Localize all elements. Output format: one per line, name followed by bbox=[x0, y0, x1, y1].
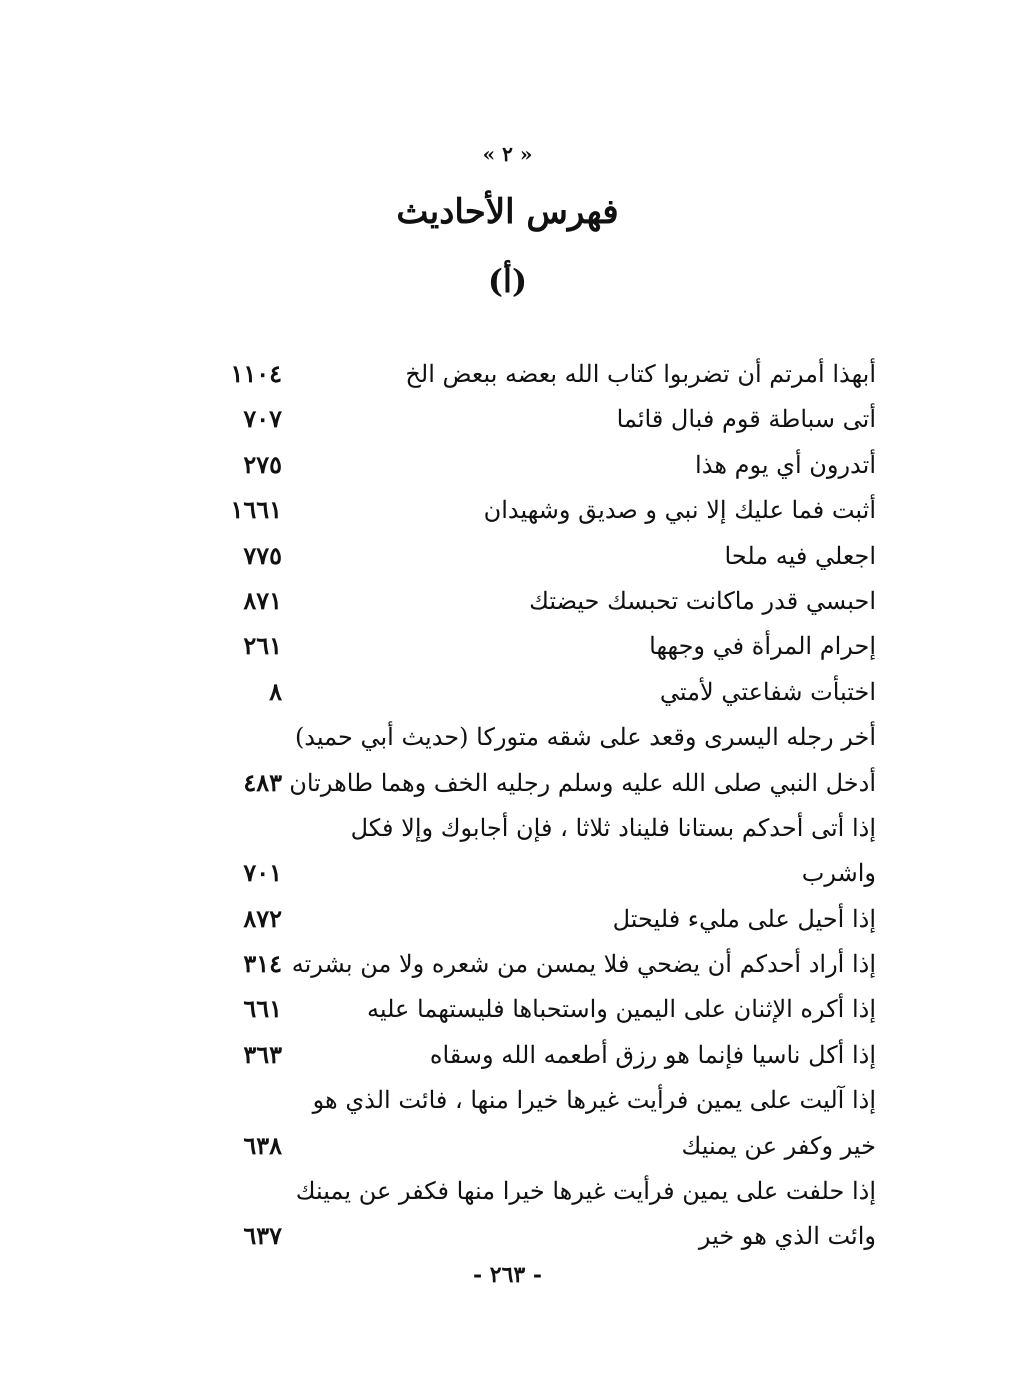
hadith-text: إذا أكره الإثنان على اليمين واستحباها فليستهما عليه bbox=[367, 995, 876, 1024]
index-row bbox=[220, 1216, 876, 1261]
hadith-number: ٣١٤ bbox=[243, 949, 282, 979]
page-title: فهرس الأحاديث bbox=[396, 192, 619, 232]
hadith-text: خير وكفر عن يمنيك bbox=[681, 1131, 876, 1160]
page-number: - ٢٦٣ - bbox=[472, 1262, 543, 1288]
hadith-text: أتى سباطة قوم فبال قائما bbox=[616, 405, 876, 434]
hadith-index-list bbox=[220, 354, 876, 1262]
index-row bbox=[220, 1080, 876, 1125]
hadith-text: إذا آليت على يمين فرأيت غيرها خيرا منها ، فائت الذي هو bbox=[312, 1086, 876, 1115]
hadith-number: ٢٦١ bbox=[243, 631, 282, 661]
hadith-number: ٧٠١ bbox=[243, 858, 282, 888]
index-row bbox=[220, 536, 876, 581]
index-row bbox=[220, 445, 876, 490]
index-row bbox=[220, 399, 876, 444]
hadith-text: وائت الذي هو خير bbox=[698, 1222, 876, 1251]
hadith-number: ٢٧٥ bbox=[243, 449, 282, 479]
hadith-text: إذا أحيل على مليء فليحتل bbox=[612, 904, 876, 933]
hadith-text: إذا أراد أحدكم أن يضحي فلا يمسن من شعره ولا من بشرته bbox=[291, 950, 876, 979]
hadith-number: ٨٧٢ bbox=[243, 903, 282, 933]
hadith-text: اجعلي فيه ملحا bbox=[724, 541, 876, 570]
hadith-text: أدخل النبي صلى الله عليه وسلم رجليه الخف وهما طاهرتان bbox=[289, 768, 876, 797]
hadith-number: ٤٨٣ bbox=[243, 767, 282, 797]
hadith-text: احبسي قدر ماكانت تحبسك حيضتك bbox=[529, 586, 876, 615]
hadith-number: ١١٠٤ bbox=[230, 359, 282, 388]
index-row bbox=[220, 354, 876, 399]
hadith-number: ٦٣٨ bbox=[243, 1130, 282, 1160]
index-row bbox=[220, 944, 876, 989]
index-row bbox=[220, 581, 876, 626]
hadith-number: ٨٧١ bbox=[243, 585, 282, 615]
index-row bbox=[220, 808, 876, 853]
section-number: « ٢ » bbox=[482, 142, 533, 166]
hadith-number: ٨ bbox=[269, 676, 282, 706]
index-row bbox=[220, 672, 876, 717]
hadith-text: واشرب bbox=[801, 859, 876, 888]
hadith-text: إذا أكل ناسيا فإنما هو رزق أطعمه الله وسقاه bbox=[429, 1040, 876, 1069]
hadith-text: إذا حلفت على يمين فرأيت غيرها خيرا منها فكفر عن يمينك bbox=[295, 1177, 876, 1206]
hadith-number: ١٦٦١ bbox=[230, 495, 282, 525]
hadith-number: ٧٠٧ bbox=[243, 404, 282, 434]
index-row bbox=[220, 1126, 876, 1171]
hadith-text: أثبت فما عليك إلا نبي و صديق وشهيدان bbox=[483, 496, 876, 525]
hadith-number: ٦٣٧ bbox=[243, 1221, 282, 1251]
hadith-text: أبهذا أمرتم أن تضربوا كتاب الله بعضه ببعض الخ bbox=[405, 360, 876, 388]
index-row bbox=[220, 717, 876, 762]
index-row bbox=[220, 899, 876, 944]
hadith-text: إذا أتى أحدكم بستانا فليناد ثلاثا ، فإن أجابوك وإلا فكل bbox=[350, 813, 876, 842]
hadith-text: أخر رجله اليسرى وقعد على شقه متوركا (حديث أبي حميد) bbox=[294, 723, 876, 752]
index-row bbox=[220, 989, 876, 1034]
hadith-number: ٦٦١ bbox=[243, 994, 282, 1024]
hadith-text: إحرام المرأة في وجهها bbox=[649, 632, 876, 661]
hadith-number: ٣٦٣ bbox=[243, 1039, 282, 1069]
hadith-number: ٧٧٥ bbox=[243, 540, 282, 570]
index-row bbox=[220, 853, 876, 898]
index-row bbox=[220, 763, 876, 808]
index-row bbox=[220, 626, 876, 671]
index-row bbox=[220, 490, 876, 535]
hadith-text: أتدرون أي يوم هذا bbox=[695, 450, 876, 479]
letter-heading: (أ) bbox=[487, 262, 528, 300]
index-row bbox=[220, 1171, 876, 1216]
hadith-text: اختبأت شفاعتي لأمتي bbox=[659, 677, 876, 706]
index-row bbox=[220, 1035, 876, 1080]
